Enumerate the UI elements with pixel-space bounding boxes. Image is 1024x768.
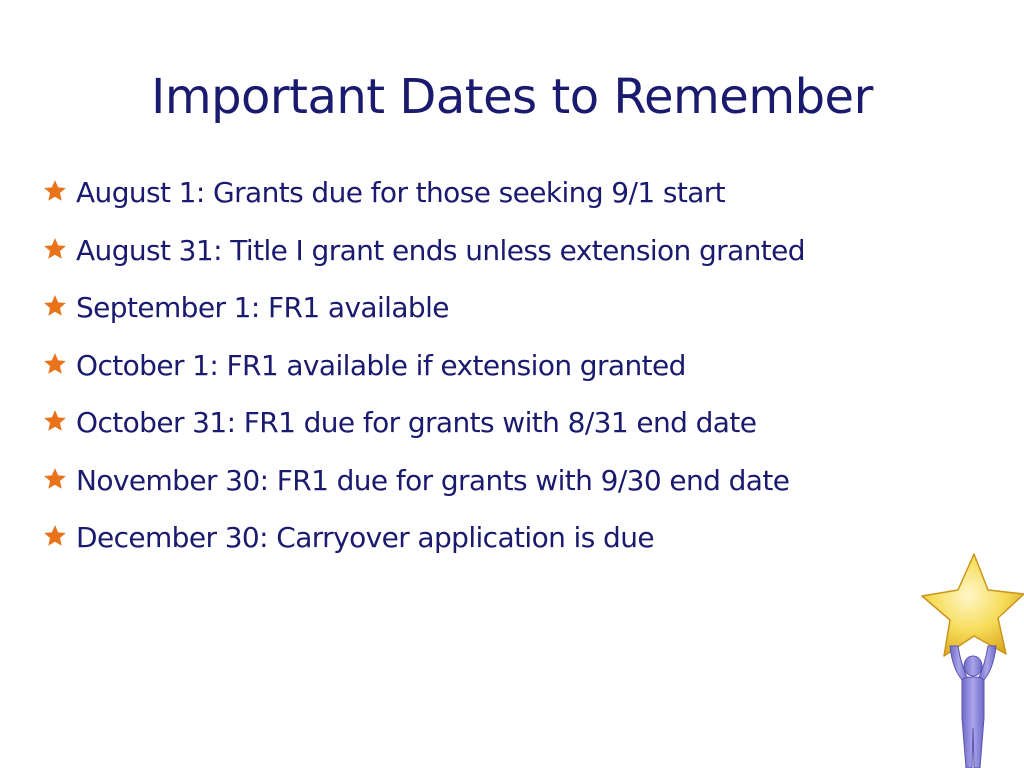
bullet-item	[42, 398, 1012, 456]
slide-title: Important Dates to Remember	[151, 69, 873, 125]
star-icon	[42, 351, 68, 377]
bullet-item	[42, 226, 1012, 284]
star-icon	[42, 236, 68, 262]
star-icon	[42, 293, 68, 319]
bullet-text: October 1: FR1 available if extension granted	[76, 348, 686, 382]
star-icon	[42, 178, 68, 204]
bullet-item	[42, 456, 1012, 514]
mascot-star	[922, 554, 1024, 656]
bullet-item	[42, 283, 1012, 341]
bullet-text: November 30: FR1 due for grants with 9/30 end date	[76, 463, 790, 497]
bullet-item	[42, 341, 1012, 399]
mascot-head	[964, 656, 982, 676]
bullet-text: September 1: FR1 available	[76, 291, 449, 324]
star-icon	[42, 523, 68, 549]
person-holding-star-icon	[912, 548, 1024, 768]
bullet-item	[42, 513, 1012, 571]
star-icon	[42, 408, 68, 434]
bullet-text: December 30: Carryover application is due	[76, 521, 654, 554]
bullet-text: August 31: Title I grant ends unless extension granted	[76, 233, 805, 267]
bullet-text: October 31: FR1 due for grants with 8/31 end date	[76, 406, 757, 439]
bullet-list	[42, 168, 1012, 571]
bullet-item	[42, 168, 1012, 226]
mascot-body	[962, 677, 984, 768]
star-icon	[42, 466, 68, 492]
bullet-text: August 1: Grants due for those seeking 9/1 start	[76, 176, 726, 209]
